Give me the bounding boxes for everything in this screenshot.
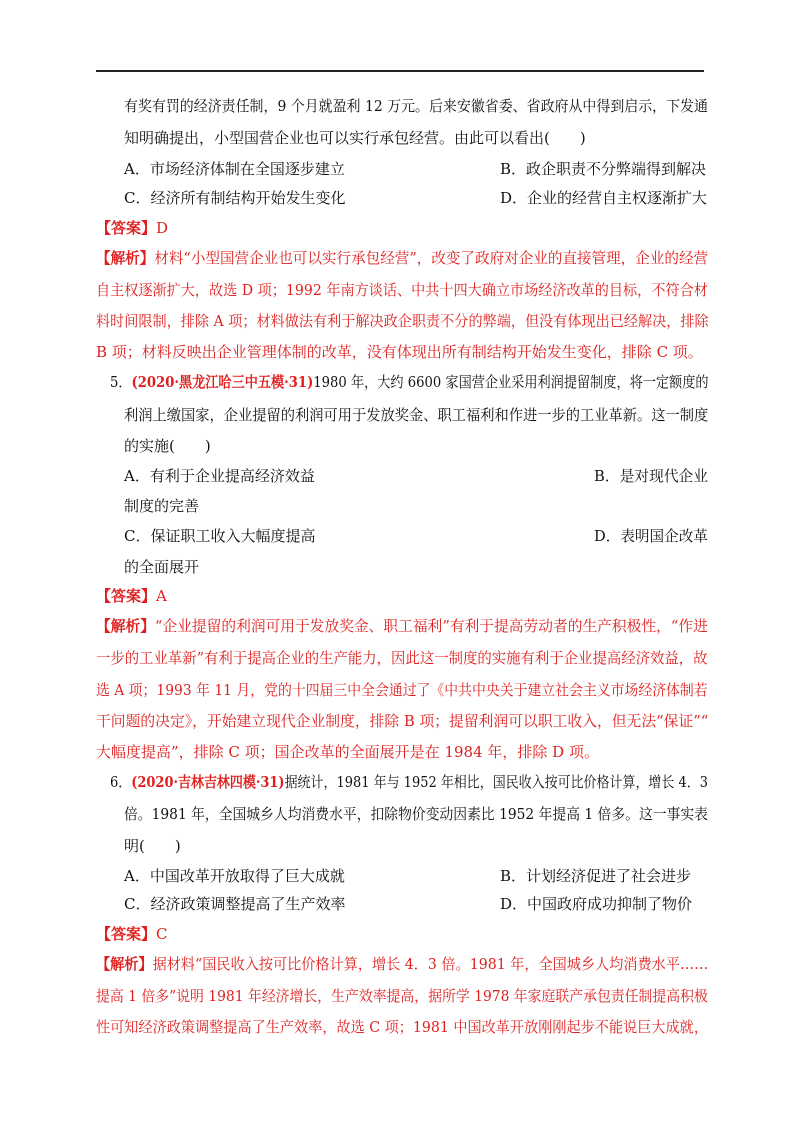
header-rule — [96, 70, 704, 72]
analysis-text: 据材料“国民收入按可比价格计算，增长 4．3 倍。1981 年，全国城乡人均消费水平…… — [152, 955, 709, 973]
q6-stem-line-2: 倍。1981 年，全国城乡人均消费水平，扣除物价变动因素比 1952 年提高 1 倍多。这一事实表 — [124, 805, 708, 823]
q4-stem-line-1: 有奖有罚的经济责任制，9 个月就盈利 12 万元。后来安徽省委、省政府从中得到启示，下发通 — [124, 97, 708, 115]
answer-value: C — [156, 925, 168, 943]
q6-source: (2020·吉林吉林四模·31) — [131, 773, 285, 791]
analysis-label: 【解析】 — [96, 617, 155, 635]
q6-analysis-line-2: 提高 1 倍多”说明 1981 年经济增长，生产效率提高，据所学 1978 年家庭联产承包责任制提高积极 — [96, 987, 708, 1005]
q4-option-b: B．政企职责不分弊端得到解决 — [500, 160, 707, 178]
q5-source: (2020·黑龙江哈三中五模·31) — [131, 373, 314, 391]
q4-option-a: A．市场经济体制在全国逐步建立 — [124, 160, 345, 178]
q5-analysis-line-1 — [96, 616, 708, 636]
analysis-text: 材料“小型国营企业也可以实行承包经营”，改变了政府对企业的直接管理，企业的经营 — [154, 249, 709, 267]
q5-option-d-cont: 的全面展开 — [124, 558, 200, 576]
q6-analysis-line-3: 性可知经济政策调整提高了生产效率，故选 C 项；1981 中国改革开放刚刚起步不能说巨大成就， — [96, 1018, 708, 1036]
q4-answer — [96, 218, 168, 238]
q6-number: 6． — [110, 773, 132, 791]
analysis-label: 【解析】 — [96, 955, 153, 973]
q6-option-c: C．经济政策调整提高了生产效率 — [124, 895, 346, 913]
q5-option-b-cont: 制度的完善 — [124, 497, 200, 515]
q5-analysis-line-5: 大幅度提高”，排除 C 项；国企改革的全面展开是在 1984 年，排除 D 项。 — [96, 743, 599, 761]
q6-stem-line-3: 明( ) — [124, 837, 181, 855]
q6-stem-line-1 — [110, 772, 708, 792]
q5-option-d: D．表明国企改革 — [594, 527, 708, 545]
q5-stem-line-1 — [110, 372, 709, 392]
q5-analysis-line-3: 选 A 项；1993 年 11 月，党的十四届三中全会通过了《中共中央关于建立社会主义市场经济体制若 — [96, 681, 708, 699]
q5-stem-line-2: 利润上缴国家，企业提留的利润可用于发放奖金、职工福利和作进一步的工业革新。这一制度 — [124, 406, 709, 424]
q6-stem-text: 据统计，1981 年与 1952 年相比，国民收入按可比价格计算，增长 4．3 — [284, 773, 708, 791]
q5-analysis-line-2: 一步的工业革新”有利于提高企业的生产能力，因此这一制度的实施有利于企业提高经济效益，故 — [96, 649, 708, 667]
q4-option-d: D．企业的经营自主权逐渐扩大 — [500, 189, 708, 207]
answer-label: 【答案】 — [96, 587, 157, 605]
q5-option-b: B．是对现代企业 — [594, 467, 709, 485]
analysis-text: “企业提留的利润可用于发放奖金、职工福利”有利于提高劳动者的生产积极性，“作进 — [154, 617, 708, 635]
q5-analysis-line-4: 干问题的决定》，开始建立现代企业制度，排除 B 项；提留利润可以职工收入，但无法“保证”“ — [96, 712, 709, 730]
q5-stem-text: 1980 年，大约 6600 家国营企业采用利润提留制度，将一定额度的 — [313, 373, 709, 391]
q5-option-a: A．有利于企业提高经济效益 — [124, 467, 315, 485]
q6-option-a: A．中国改革开放取得了巨大成就 — [124, 867, 345, 885]
q4-analysis-line-1 — [96, 248, 708, 268]
answer-value: D — [156, 219, 169, 237]
q5-number: 5． — [110, 373, 132, 391]
q5-stem-line-3: 的实施( ) — [124, 437, 211, 455]
q4-analysis-line-2: 自主权逐渐扩大，故选 D 项；1992 年南方谈话、中共十四大确立市场经济改革的目标，不符合材 — [96, 281, 708, 299]
q5-answer — [96, 586, 167, 606]
q4-analysis-line-4: B 项；材料反映出企业管理体制的改革，没有体现出所有制结构开始发生变化，排除 C 项。 — [96, 343, 703, 361]
q6-analysis-line-1 — [96, 954, 708, 974]
answer-label: 【答案】 — [96, 219, 157, 237]
q6-option-d: D．中国政府成功抑制了物价 — [500, 895, 693, 913]
q4-option-c: C．经济所有制结构开始发生变化 — [124, 189, 346, 207]
q6-option-b: B．计划经济促进了社会进步 — [500, 867, 692, 885]
q6-answer — [96, 924, 168, 944]
q4-stem-line-2: 知明确提出，小型国营企业也可以实行承包经营。由此可以看出( ) — [124, 129, 586, 147]
answer-value: A — [156, 587, 167, 605]
q5-option-c: C．保证职工收入大幅度提高 — [124, 527, 316, 545]
q4-analysis-line-3: 料时间限制，排除 A 项；材料做法有利于解决政企职责不分的弊端，但没有体现出已经解决，排除 — [96, 312, 709, 330]
analysis-label: 【解析】 — [96, 249, 155, 267]
answer-label: 【答案】 — [96, 925, 157, 943]
